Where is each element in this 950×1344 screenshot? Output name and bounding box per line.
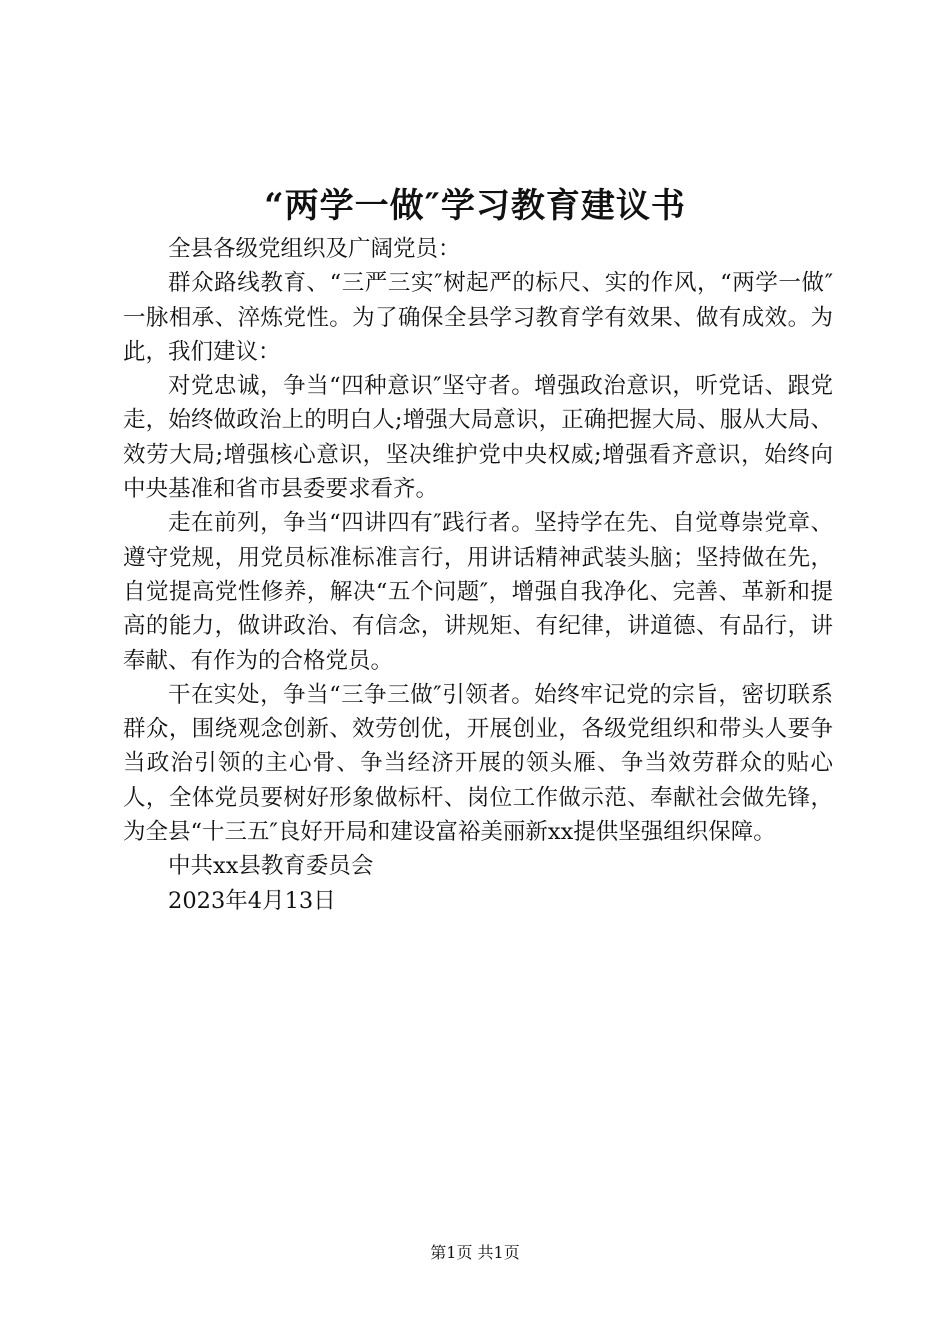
paragraph-loyalty: 对党忠诚，争当“四种意识″坚守者。增强政治意识，听党话、跟党走，始终做政治上的明白人;增强大局意识，正确把握大局、服从大局、效劳大局;增强核心意识，坚决维护党中央权威;增强看齐意识，始终向中央基准和省市县委要求看齐。 bbox=[123, 373, 833, 503]
paragraph-intro: 群众路线教育、“三严三实″树起严的标尺、实的作风，“两学一做″一脉相承、淬炼党性。为了确保全县学习教育学有效果、做有成效。为此，我们建议： bbox=[123, 270, 833, 365]
document-body bbox=[123, 232, 833, 918]
date: 2023年4月13日 bbox=[168, 887, 336, 914]
signature: 中共xx县教育委员会 bbox=[168, 853, 374, 880]
paragraph-forefront: 走在前列，争当“四讲四有″践行者。坚持学在先、自觉尊崇党章、遵守党规，用党员标准标准言行，用讲话精神武装头脑；坚持做在先，自觉提高党性修养，解决“五个问题″，增强自我净化、完善、革新和提高的能力，做讲政治、有信念，讲规矩、有纪律，讲道德、有品行，讲奉献、有作为的合格党员。 bbox=[123, 510, 833, 674]
page-footer: 第1页 共1页 bbox=[430, 1243, 520, 1262]
salutation: 全县各级党组织及广阔党员： bbox=[168, 236, 461, 262]
paragraph-practice: 干在实处，争当“三争三做″引领者。始终牢记党的宗旨，密切联系群众，围绕观念创新、效劳创优，开展创业，各级党组织和带头人要争当政治引领的主心骨、争当经济开展的领头雁、争当效劳群众的贴心人，全体党员要树好形象做标杆、岗位工作做示范、奉献社会做先锋，为全县“十三五″良好开局和建设富裕美丽新xx提供坚强组织保障。 bbox=[123, 681, 833, 846]
document-title: “两学一做″学习教育建议书 bbox=[264, 186, 686, 226]
